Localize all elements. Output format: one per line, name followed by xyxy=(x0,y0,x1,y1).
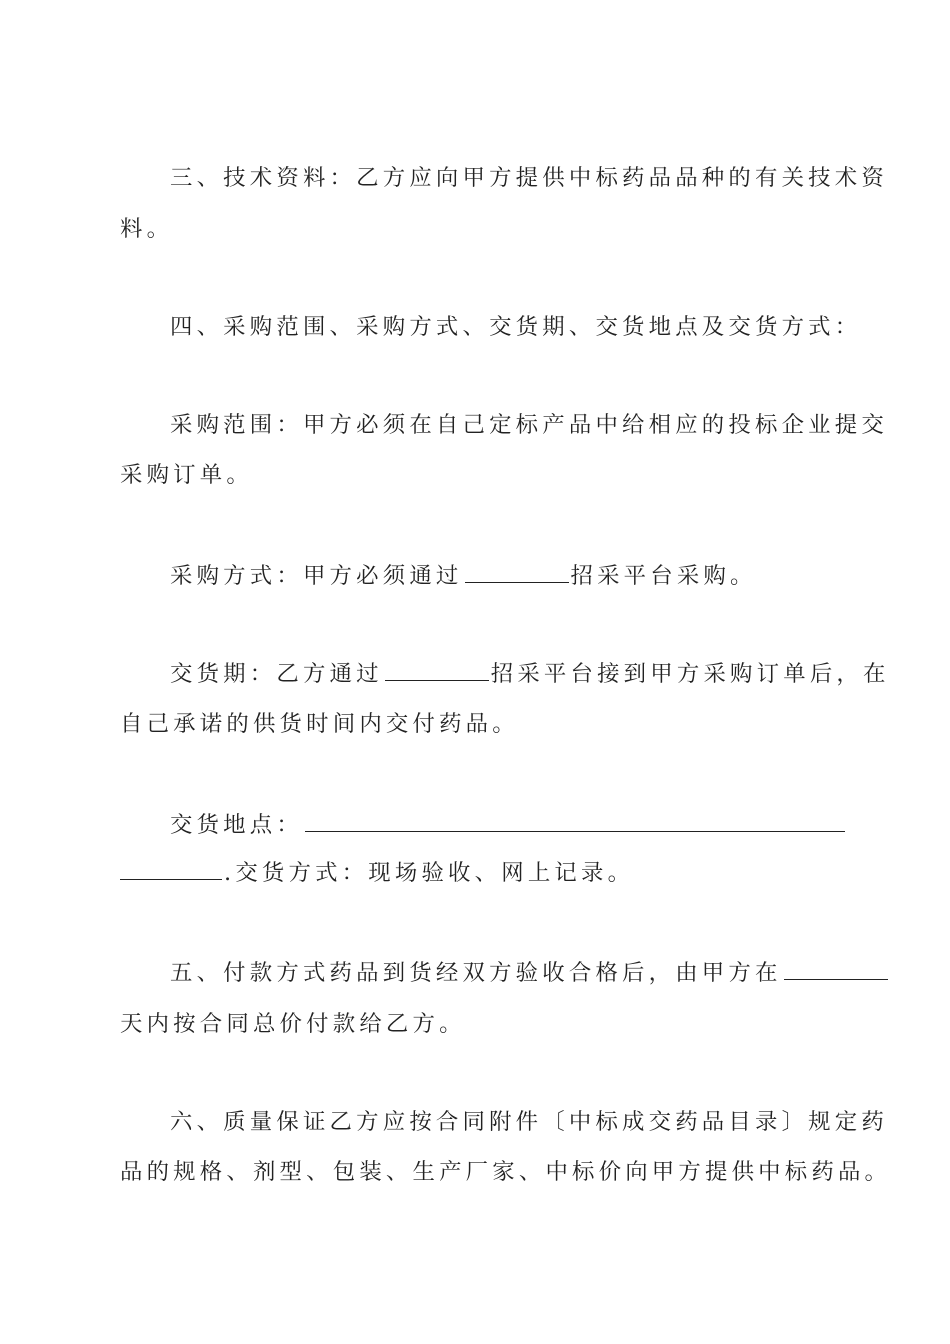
paragraph-line xyxy=(120,860,634,886)
paragraph-line: 自己承诺的供货时间内交付药品。 xyxy=(120,711,519,737)
delivery-period-text-before: 交货期：乙方通过 xyxy=(170,661,383,687)
method-text-before: 采购方式：甲方必须通过 xyxy=(170,563,463,589)
paragraph-line: 料。 xyxy=(120,216,174,242)
method-text-after: 招采平台采购。 xyxy=(570,563,757,589)
delivery-place-label: 交货地点： xyxy=(170,812,303,838)
fill-in-blank xyxy=(465,564,569,583)
fill-in-blank xyxy=(120,861,222,880)
paragraph-line: 三、技术资料：乙方应向甲方提供中标药品品种的有关技术资 xyxy=(170,165,888,191)
payment-text-before: 五、付款方式药品到货经双方验收合格后，由甲方在 xyxy=(170,960,782,986)
paragraph-line xyxy=(170,563,757,589)
paragraph-line: 采购范围：甲方必须在自己定标产品中给相应的投标企业提交 xyxy=(170,412,888,438)
delivery-method-text: .交货方式：现场验收、网上记录。 xyxy=(224,860,635,886)
paragraph-line xyxy=(170,960,890,986)
paragraph-line: 四、采购范围、采购方式、交货期、交货地点及交货方式： xyxy=(170,314,862,340)
paragraph-line xyxy=(170,661,890,687)
paragraph-line xyxy=(170,812,847,838)
paragraph-line: 天内按合同总价付款给乙方。 xyxy=(120,1011,466,1037)
paragraph-line: 品的规格、剂型、包装、生产厂家、中标价向甲方提供中标药品。 xyxy=(120,1159,892,1185)
paragraph-line: 六、质量保证乙方应按合同附件〔中标成交药品目录〕规定药 xyxy=(170,1109,888,1135)
fill-in-blank xyxy=(385,662,489,681)
fill-in-blank xyxy=(784,961,888,980)
delivery-period-text-after: 招采平台接到甲方采购订单后，在 xyxy=(490,661,890,687)
fill-in-blank xyxy=(305,813,845,832)
paragraph-line: 采购订单。 xyxy=(120,462,253,488)
